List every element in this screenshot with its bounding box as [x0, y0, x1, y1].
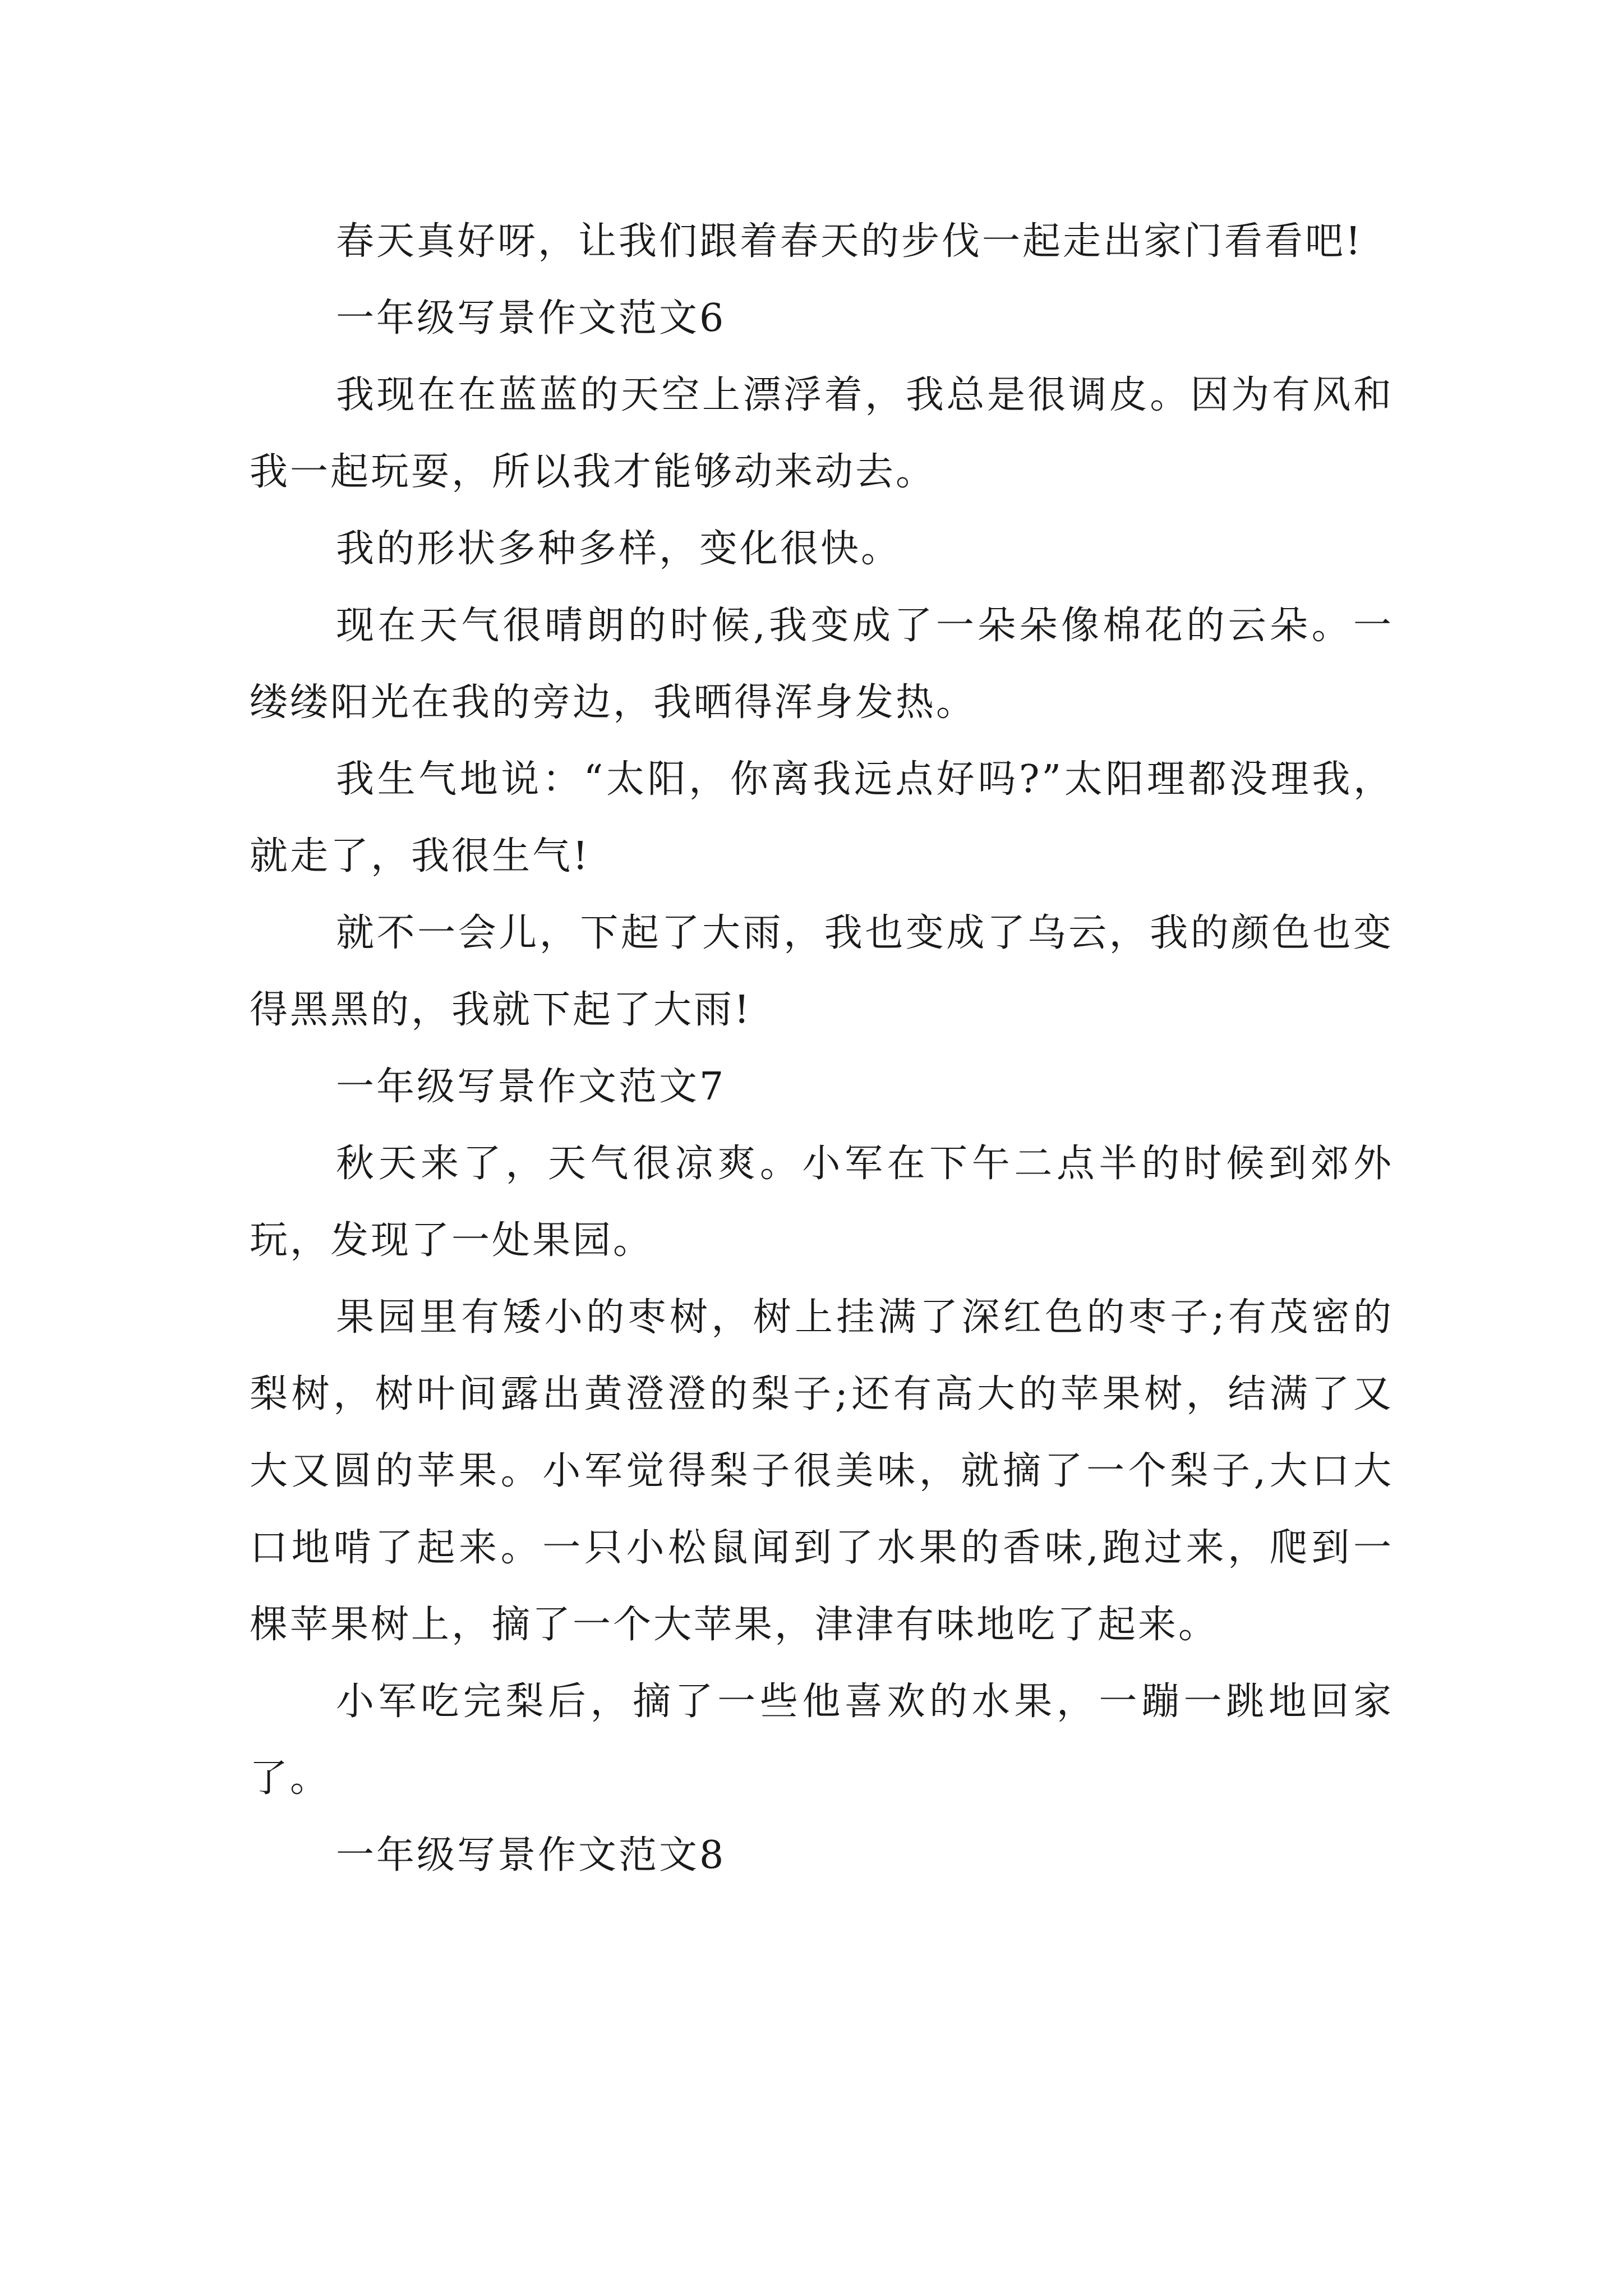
document-body	[250, 203, 1394, 1894]
paragraph: 小军吃完梨后，摘了一些他喜欢的水果，一蹦一跳地回家了。	[250, 1680, 1394, 1801]
paragraph: 我生气地说：“太阳，你离我远点好吗?”太阳理都没理我，就走了，我很生气!	[250, 757, 1394, 878]
paragraph: 现在天气很晴朗的时候,我变成了一朵朵像棉花的云朵。一缕缕阳光在我的旁边，我晒得浑身发热。	[250, 604, 1394, 725]
section-heading: 一年级写景作文范文8	[336, 1833, 726, 1878]
section-heading: 一年级写景作文范文7	[336, 1065, 726, 1109]
paragraph: 果园里有矮小的枣树，树上挂满了深红色的枣子;有茂密的梨树，树叶间露出黄澄澄的梨子;还有高大的苹果树，结满了又大又圆的苹果。小军觉得梨子很美味，就摘了一个梨子,大口大口地啃了起来。一只小松鼠闻到了水果的香味,跑过来，爬到一棵苹果树上，摘了一个大苹果，津津有味地吃了起来。	[250, 1295, 1394, 1647]
paragraph: 我的形状多种多样，变化很快。	[336, 527, 902, 571]
paragraph: 春天真好呀，让我们跟着春天的步伐一起走出家门看看吧!	[336, 219, 1363, 264]
paragraph: 秋天来了，天气很凉爽。小军在下午二点半的时候到郊外玩，发现了一处果园。	[250, 1142, 1394, 1263]
section-heading: 一年级写景作文范文6	[336, 296, 726, 341]
paragraph: 我现在在蓝蓝的天空上漂浮着，我总是很调皮。因为有风和我一起玩耍，所以我才能够动来动去。	[250, 373, 1394, 494]
paragraph: 就不一会儿，下起了大雨，我也变成了乌云，我的颜色也变得黑黑的，我就下起了大雨!	[250, 911, 1394, 1032]
